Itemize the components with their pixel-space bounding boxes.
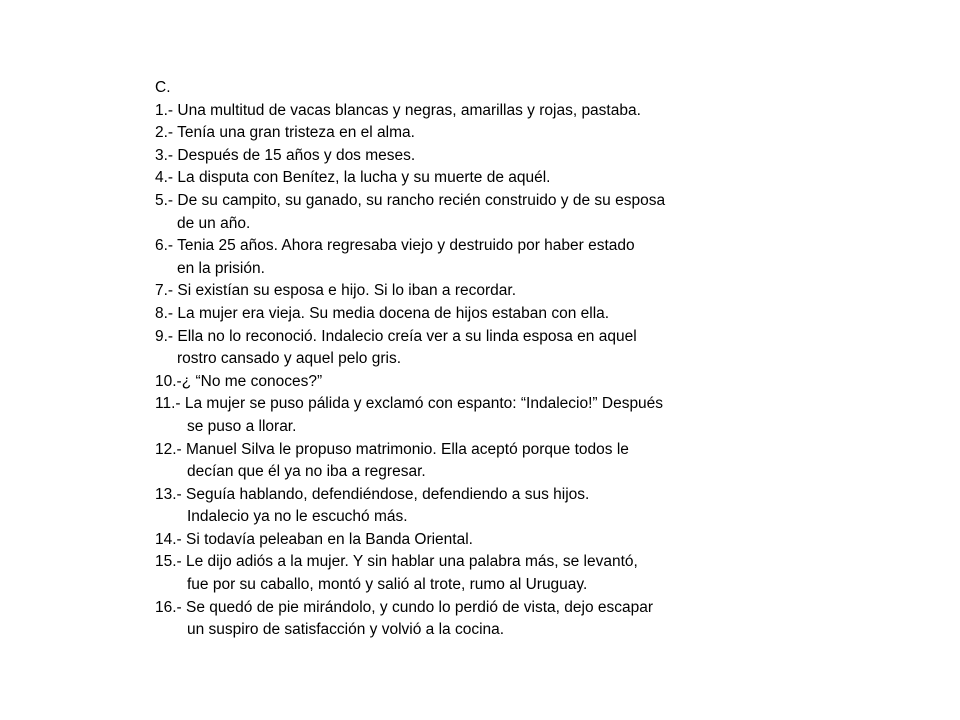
answer-2: 2.- Tenía una gran tristeza en el alma.	[155, 124, 415, 142]
answer-3: 3.- Después de 15 años y dos meses.	[155, 146, 416, 164]
answer-15: 15.- Le dijo adiós a la mujer. Y sin hablar una palabra más, se levantó,	[155, 553, 638, 571]
answer-6-continuation: en la prisión.	[177, 259, 265, 277]
answer-9: 9.- Ella no lo reconoció. Indalecio creía ver a su linda esposa en aquel	[155, 327, 637, 345]
answer-1: 1.- Una multitud de vacas blancas y negras, amarillas y rojas, pastaba.	[155, 101, 641, 119]
answers-text-block	[155, 77, 935, 642]
answer-13: 13.- Seguía hablando, defendiéndose, defendiendo a sus hijos.	[155, 485, 590, 503]
answer-8: 8.- La mujer era vieja. Su media docena de hijos estaban con ella.	[155, 304, 610, 322]
section-label: C.	[155, 79, 171, 96]
answer-14: 14.- Si todavía peleaban en la Banda Oriental.	[155, 530, 473, 548]
answer-12-continuation: decían que él ya no iba a regresar.	[187, 463, 426, 481]
answer-10: 10.-¿ “No me conoces?”	[155, 372, 323, 390]
answer-9-continuation: rostro cansado y aquel pelo gris.	[177, 350, 402, 368]
answer-5-continuation: de un año.	[177, 214, 251, 232]
answer-5: 5.- De su campito, su ganado, su rancho recién construido y de su esposa	[155, 191, 666, 209]
answer-12: 12.- Manuel Silva le propuso matrimonio. Ella aceptó porque todos le	[155, 440, 629, 458]
answer-13-continuation: Indalecio ya no le escuchó más.	[187, 508, 408, 526]
answer-16-continuation: un suspiro de satisfacción y volvió a la cocina.	[187, 621, 505, 639]
answer-4: 4.- La disputa con Benítez, la lucha y su muerte de aquél.	[155, 169, 551, 187]
answer-15-continuation: fue por su caballo, montó y salió al trote, rumo al Uruguay.	[187, 576, 588, 594]
answer-6: 6.- Tenia 25 años. Ahora regresaba viejo y destruido por haber estado	[155, 237, 635, 255]
answer-16: 16.- Se quedó de pie mirándolo, y cundo lo perdió de vista, dejo escapar	[155, 598, 654, 616]
answer-7: 7.- Si existían su esposa e hijo. Si lo iban a recordar.	[155, 282, 517, 300]
answer-11: 11.- La mujer se puso pálida y exclamó con espanto: “Indalecio!” Después	[155, 395, 664, 413]
answer-11-continuation: se puso a llorar.	[187, 417, 297, 435]
